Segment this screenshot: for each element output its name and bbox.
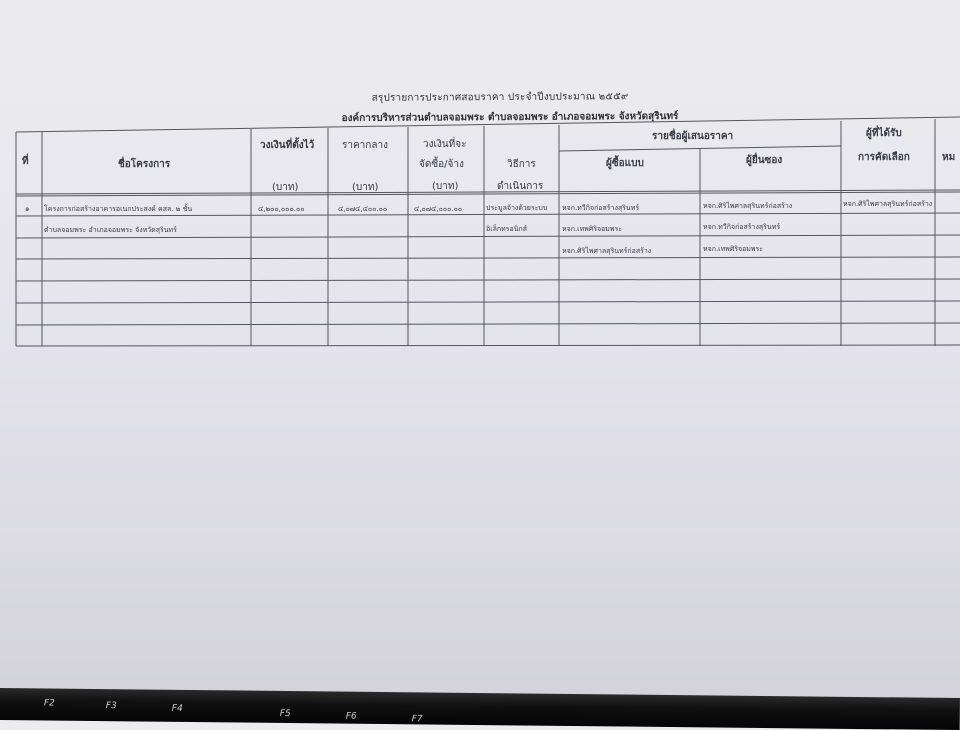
key-f7: F7 [411,714,423,725]
key-f6: F6 [345,711,357,722]
col-header-procure-line2: จัดซื้อ/จ้าง [419,159,464,170]
col-header-method: วิธีการ [507,159,536,170]
cell-method-line1: ประมูลจ้างด้วยระบบ [486,204,548,212]
col-header-procure: วงเงินที่จะ [423,139,467,150]
cell-submitter-2: หจก.ทวีกิจก่อสร้างสุรินทร์ [703,223,781,231]
cell-procure: ๔,๐๗๔,๐๐๐.๐๐ [414,205,463,213]
cell-no: ๑ [25,205,30,213]
cell-submitter-3: หจก.เทพศิริจอมพระ [703,245,764,253]
col-header-budget: วงเงินที่ตั้งไว้ [260,140,315,151]
key-f2: F2 [43,698,55,709]
document-subtitle: องค์การบริหารส่วนตำบลจอมพระ ตำบลจอมพระ อำเภอจอมพระ จังหวัดสุรินทร์ [341,110,679,125]
col-header-procure-unit: (บาท) [432,181,459,192]
cell-selected: หจก.ศิริไพศาลสุรินทร์ก่อสร้าง [843,200,933,208]
col-header-selected: ผู้ที่ได้รับ [866,128,902,139]
col-header-selected-line2: การคัดเลือก [858,152,910,163]
col-header-budget-unit: (บาท) [272,182,299,193]
col-header-project: ชื่อโครงการ [118,159,171,170]
col-header-submitters: ผู้ยื่นซอง [746,155,783,166]
cell-budget: ๔,๒๐๐,๐๐๐.๐๐ [258,205,305,213]
cell-median: ๔,๐๗๔,๔๐๐.๐๐ [338,205,388,213]
cell-project-line1: โครงการก่อสร้างอาคารอเนกประสงค์ คสล. ๒ ชั้น [44,205,193,213]
cell-buyer-1: หจก.ทวีกิจก่อสร้างสุรินทร์ [562,204,640,212]
col-header-median-unit: (บาท) [352,182,379,193]
col-header-remark: หม [942,152,956,163]
cell-project-line2: ตำบลจอมพระ อำเภอจอมพระ จังหวัดสุรินทร์ [44,226,177,234]
col-header-median: ราคากลาง [342,140,388,151]
col-header-no: ที่ [22,156,29,167]
col-header-method-line2: ดำเนินการ [497,181,544,192]
cell-buyer-2: หจก.เทพศิริจอมพระ [562,225,623,233]
cell-method-line2: อิเล็กทรอนิกส์ [486,225,527,233]
col-header-bidders: รายชื่อผู้เสนอราคา [652,131,734,142]
key-f3: F3 [105,701,117,712]
document-title: สรุปรายการประกาศสอบราคา ประจำปีงบประมาณ ๒๕๕๙ [371,91,629,104]
col-header-buyers: ผู้ซื้อแบบ [606,158,644,169]
key-f4: F4 [171,703,183,714]
cell-submitter-1: หจก.ศิริไพศาลสุรินทร์ก่อสร้าง [703,202,793,210]
cell-buyer-3: หจก.ศิริไพศาลสุรินทร์ก่อสร้าง [562,247,652,255]
key-f5: F5 [279,708,291,720]
